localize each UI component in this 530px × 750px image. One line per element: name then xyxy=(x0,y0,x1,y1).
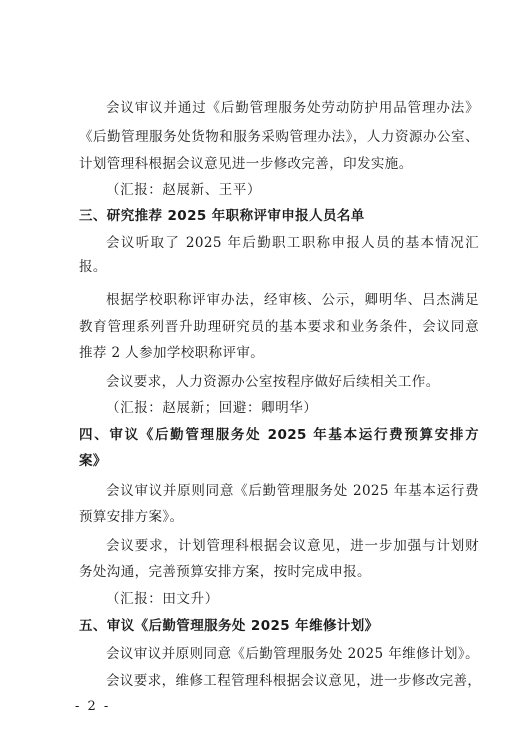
paragraph-line: 根据学校职称评审办法，经审核、公示，卿明华、吕杰满足 xyxy=(106,292,479,308)
paragraph-line: 报。 xyxy=(79,259,107,275)
reporter-note: （汇报：田文升） xyxy=(106,591,219,607)
paragraph-line: 会议要求，维修工程管理科根据会议意见，进一步修改完善， xyxy=(106,673,482,689)
section-heading: 案》 xyxy=(79,453,107,469)
reporter-note: （汇报：赵展新、王平） xyxy=(106,182,262,198)
section-heading: 五、审议《后勤管理服务处 2025 年维修计划》 xyxy=(79,618,379,634)
paragraph-line: 教育管理系列晋升助理研究员的基本要求和业务条件，会议同意 xyxy=(79,319,479,335)
reporter-note: （汇报：赵展新；回避：卿明华） xyxy=(106,400,318,416)
paragraph-line: 推荐 2 人参加学校职称评审。 xyxy=(79,345,265,361)
section-heading: 四、审议《后勤管理服务处 2025 年基本运行费预算安排方 xyxy=(79,427,479,443)
paragraph-line: 会议要求，计划管理科根据会议意见，进一步加强与计划财 xyxy=(106,538,479,554)
paragraph-line: 会议审议并通过《后勤管理服务处劳动防护用品管理办法》 xyxy=(106,100,479,116)
paragraph-line: 会议要求，人力资源办公室按程序做好后续相关工作。 xyxy=(106,374,440,390)
paragraph-line: 会议审议并原则同意《后勤管理服务处 2025 年基本运行费 xyxy=(106,483,479,499)
paragraph-line: 会议审议并原则同意《后勤管理服务处 2025 年维修计划》。 xyxy=(106,646,479,662)
paragraph-line: 预算安排方案》。 xyxy=(79,509,184,525)
page-number: - 2 - xyxy=(75,699,111,714)
paragraph-line: 务处沟通，完善预算安排方案，按时完成申报。 xyxy=(79,564,371,580)
paragraph-line: 《后勤管理服务处货物和服务采购管理办法》，人力资源办公室、 xyxy=(79,129,479,145)
section-heading: 三、研究推荐 2025 年职称评审申报人员名单 xyxy=(79,208,365,224)
paragraph-line: 会议听取了 2025 年后勤职工职称申报人员的基本情况汇 xyxy=(106,235,479,251)
paragraph-line: 计划管理科根据会议意见进一步修改完善，印发实施。 xyxy=(79,156,413,172)
